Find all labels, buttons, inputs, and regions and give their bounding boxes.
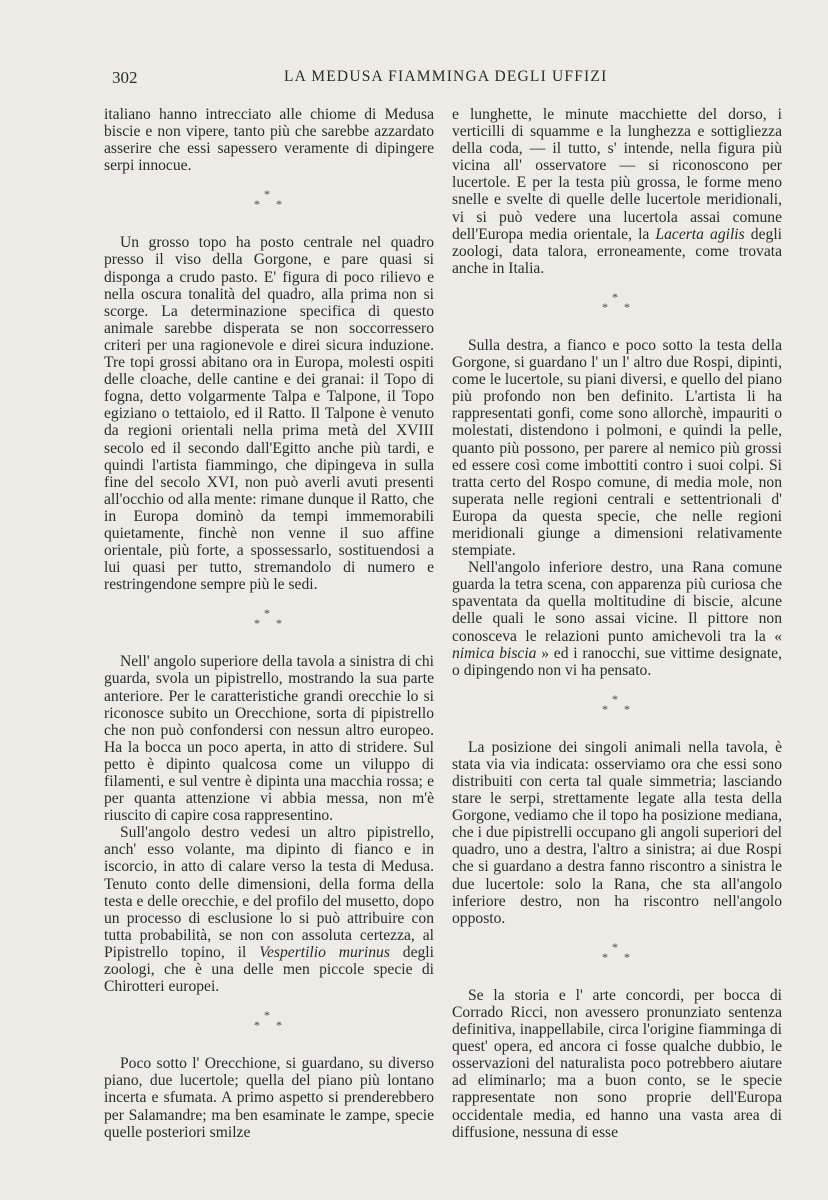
asterisk: * [624,949,630,964]
paragraph [452,106,782,277]
text-run: » ed i ranocchi, sue vittime designate, o dipingendo non vi ha pensato. [452,644,783,679]
left-column [104,106,434,1141]
asterisk: * [264,187,270,202]
quoted-phrase-italic: nimica biscia [452,644,537,662]
section-separator [452,689,782,721]
running-title: LA MEDUSA FIAMMINGA DEGLI UFFIZI [284,68,608,85]
page-header [112,68,768,90]
asterisk: * [276,616,282,631]
asterisk: * [254,197,260,212]
asterisk: * [276,1018,282,1033]
paragraph: italiano hanno intrecciato alle chiome di Medusa biscie e non vipere, tanto più che sarebbe azzardato asserire che essi sapessero veramente di dipingere serpi innocue. [104,106,434,175]
paragraph: Poco sotto l' Orecchione, si guardano, su diverso piano, due lucertole; quella del piano più lontano incerta e sfumata. A primo aspetto si prenderebbero per Salamandre; ma ben esaminate le zampe, specie quelle posteriori smilze [104,1055,434,1141]
text-run: Nell'angolo inferiore destro, una Rana comune guarda la tetra scena, con apparenza più curiosa che spaventata da quella moltitudine di biscie, alcune delle quali le sono assai vicine. Il pittore non conosceva le relazioni punto amichevoli tra la « [452,559,782,645]
section-separator [104,1005,434,1037]
text-run: e lunghette, le minute macchiette del dorso, i verticilli di squamme e la lunghezza e sottigliezza della coda, — il tutto, s' intende, nella figura più vicina all' osservatore — si riconoscono per lucertole. E per la testa più grossa, le forme meno snelle e svelte di quelle delle lucertole meridionali, vi si può vedere una lucertola assai comune dell'Europa media orientale, la [452,106,782,243]
paragraph: La posizione dei singoli animali nella tavola, è stata via via indicata: osserviamo ora che essi sono distribuiti con certa tal quale simmetria; lasciando stare le serpi, strettamente legate alla testa della Gorgone, vediamo che il topo ha posizione mediana, che i due pipistrelli occupano gli angoli superiori del quadro, uno a destra, l'altro a sinistra; ai due Rospi che si guardano a destra fanno riscontro a sinistra le due lucertole: solo la Rana, che sta all'angolo inferiore destro, non ha riscontro nell'angolo opposto. [452,738,782,927]
section-separator [104,184,434,216]
paragraph: Sulla destra, a fianco e poco sotto la testa della Gorgone, si guardano l' un l' altro due Rospi, dipinti, come le lucertole, su piani diversi, e quello del piano più profondo non ben definito. L'artista li ha rappresentati gonfi, come sono allorchè, impauriti o molestati, distendono i polmoni, e quindi la pelle, quanto più possono, per parere al nemico più grossi ed essere così come imbottiti contro i suoi colpi. Si tratta certo del Rospo comune, di media mole, non superata nelle regioni centrali e settentrionali d' Europa da questa specie, che nelle regioni meridionali giunge a dimensioni relativamente stempiate. [452,336,782,560]
asterisk: * [276,197,282,212]
species-name-italic: Lacerta agilis [655,225,745,243]
paragraph: Se la storia e l' arte concordi, per bocca di Corrado Ricci, non avessero pronunziato sentenza definitiva, inappellabile, circa l'origine fiamminga di quest' opera, ed ancora ci fosse qualche dubbio, le osservazioni del naturalista poco potrebbero aiutare ad eliminarlo; ma a buon conto, se le specie rappresentate non sono proprie dell'Europa occidentale media, ed hanno una vasta area di diffusione, nessuna di esse [452,986,782,1141]
asterisk: * [264,606,270,621]
section-separator [452,287,782,319]
asterisk: * [624,299,630,314]
asterisk: * [602,299,608,314]
text-run: degli zoologi, data talora, erroneamente, come trovata anche in Italia. [452,225,782,277]
text-run: degli zoologi, che è una delle men piccole specie di Chirotteri europei. [104,943,434,996]
asterisk: * [612,939,618,954]
section-separator [104,603,434,635]
asterisk: * [254,616,260,631]
asterisk: * [624,701,630,716]
paragraph: Un grosso topo ha posto centrale nel quadro presso il viso della Gorgone, e pare quasi si disponga a crudo pasto. E' figura di poco rilievo e nella oscura tonalità del quadro, alla prima non si scorge. La determinazione specifica di questo animale sarebbe disperata se non soccorressero criteri per una ragionevole e direi sicura induzione. Tre topi grossi abitano ora in Europa, molesti ospiti delle cloache, delle cantine e dei granai: il Topo di fogna, detto volgarmente Talpa e Talpone, il Topo egiziano o tettaiolo, ed il Ratto. Il Talpone è venuto da regioni orientali nella prima metà del XVIII secolo ed il secondo dall'Egitto anche più tardi, e quindi l'artista fiammingo, che dipingeva in sulla fine del secolo XVI, non può averli avuti presenti all'occhio od alla mente: rimane dunque il Ratto, che in Europa dominò da tempi immemorabili quietamente, finchè non venne il suo affine orientale, più forte, a spossessarlo, sostituendosi a lui quasi per tutto, stremandolo di numero e restringendone sempre più le sedi. [104,234,434,594]
asterisk: * [612,289,618,304]
paragraph [104,824,434,995]
paragraph [452,559,782,679]
right-column [452,106,782,1141]
species-name-italic: Vespertilio murinus [259,943,390,961]
asterisk: * [602,949,608,964]
paragraph: Nell' angolo superiore della tavola a sinistra di chi guarda, svola un pipistrello, mostrando la sua parte anteriore. Per le caratteristiche grandi orecchie lo si riconosce subito un Orecchione, sorta di pipistrello che non può confondersi con nessun altro europeo. Ha la bocca un poco aperta, in atto di stridere. Sul petto è dipinto qualcosa come un viluppo di filamenti, e sul ventre è dipinta una macchia rossa; e per quanta attenzione vi abbia messa, non m'è riuscito di capire cosa rappresentino. [104,653,434,825]
section-separator [452,937,782,969]
asterisk: * [264,1008,270,1023]
text-run: Sull'angolo destro vedesi un altro pipistrello, anch' esso volante, ma dipinto di fianco e in iscorcio, in atto di calare verso la testa di Medusa. Tenuto conto delle dimensioni, della forma della testa e delle orecchie, e del profilo del musetto, dopo un processo di esclusione lo si può attribuire con tutta probabilità, se non con assoluta certezza, al Pipistrello topino, il [104,824,434,961]
asterisk: * [612,691,618,706]
asterisk: * [602,701,608,716]
asterisk: * [254,1018,260,1033]
page-number: 302 [112,68,138,87]
